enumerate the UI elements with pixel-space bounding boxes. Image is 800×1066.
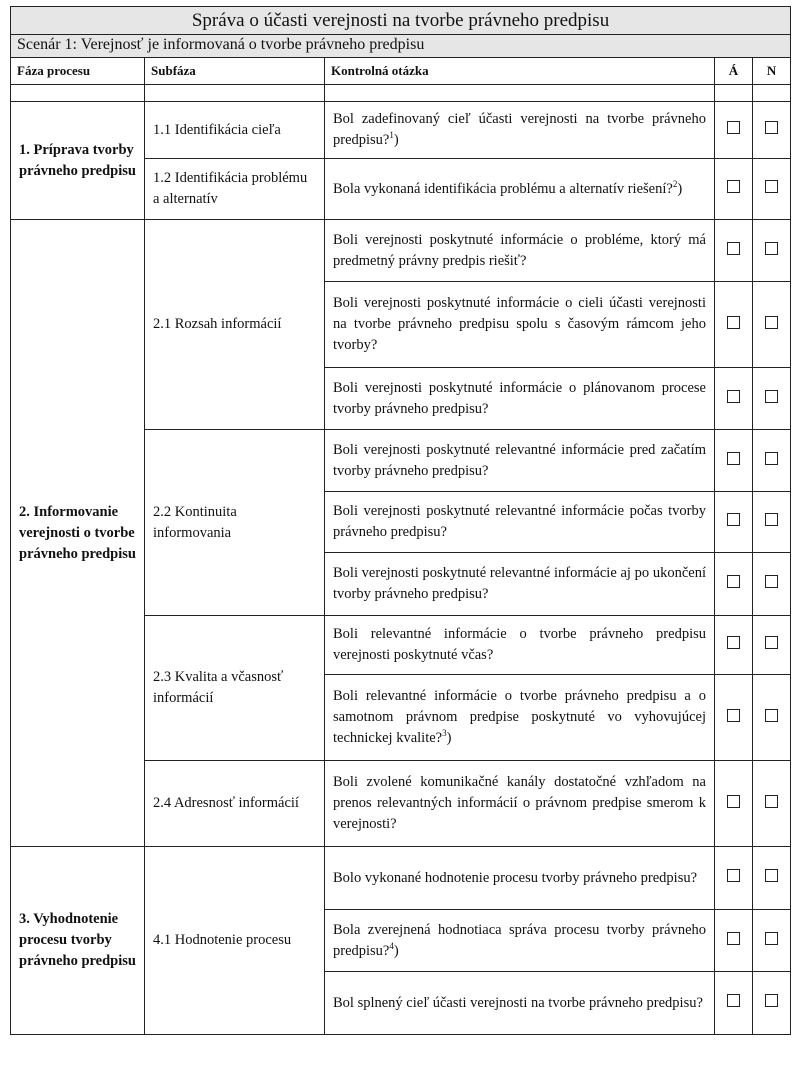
question-8: Boli verejnosti poskytnuté relevantné informácie aj po ukončení tvorby právneho predpisu? [325, 553, 715, 616]
question-text: Bola vykonaná identifikácia problému a alternatív riešení? [333, 180, 673, 197]
answer-yes-cell [715, 675, 753, 761]
answer-no-cell [753, 220, 791, 282]
answer-yes-cell [715, 102, 753, 159]
footnote-paren: ) [393, 132, 399, 148]
yes-checkbox[interactable] [727, 121, 740, 134]
answer-no-cell [753, 430, 791, 492]
answer-yes-cell [715, 553, 753, 616]
answer-yes-cell [715, 616, 753, 675]
spacer-cell [11, 85, 145, 102]
yes-checkbox[interactable] [727, 316, 740, 329]
no-checkbox[interactable] [765, 869, 778, 882]
subphase-4-1: 4.1 Hodnotenie procesu [145, 847, 325, 1035]
answer-yes-cell [715, 972, 753, 1035]
no-checkbox[interactable] [765, 795, 778, 808]
spacer-cell [145, 85, 325, 102]
footnote-mark: 1 [389, 130, 394, 141]
question-12: Bolo vykonané hodnotenie procesu tvorby právneho predpisu? [325, 847, 715, 910]
footnote-paren: ) [446, 730, 452, 746]
no-checkbox[interactable] [765, 636, 778, 649]
answer-no-cell [753, 675, 791, 761]
no-checkbox[interactable] [765, 180, 778, 193]
no-checkbox[interactable] [765, 932, 778, 945]
phase-1: 1. Príprava tvorby právneho predpisu [11, 102, 145, 220]
footnote-mark: 4 [389, 940, 394, 951]
question-text: Boli relevantné informácie o tvorbe právneho predpisu a o samotnom právnom predpise poskytnuté vo vyhovujúcej technickej kvalite? [333, 688, 706, 746]
answer-yes-cell [715, 368, 753, 430]
yes-checkbox[interactable] [727, 180, 740, 193]
yes-checkbox[interactable] [727, 932, 740, 945]
spacer-cell [325, 85, 715, 102]
no-checkbox[interactable] [765, 452, 778, 465]
answer-yes-cell [715, 847, 753, 910]
yes-checkbox[interactable] [727, 575, 740, 588]
answer-yes-cell [715, 430, 753, 492]
yes-checkbox[interactable] [727, 994, 740, 1007]
yes-checkbox[interactable] [727, 390, 740, 403]
answer-no-cell [753, 972, 791, 1035]
question-13 [325, 910, 715, 972]
spacer-cell [715, 85, 753, 102]
question-11: Boli zvolené komunikačné kanály dostatočné vzhľadom na prenos relevantných informácií o právnom predpise smerom k verejnosti? [325, 761, 715, 847]
answer-no-cell [753, 616, 791, 675]
header-yes: Á [715, 58, 753, 85]
phase-2: 2. Informovanie verejnosti o tvorbe právneho predpisu [11, 220, 145, 847]
footnote-mark: 2 [672, 178, 678, 189]
question-2 [325, 159, 715, 220]
subphase-1-1: 1.1 Identifikácia cieľa [145, 102, 325, 159]
checklist-table [10, 6, 791, 1035]
report-title: Správa o účasti verejnosti na tvorbe právneho predpisu [11, 7, 791, 35]
question-3: Boli verejnosti poskytnuté informácie o probléme, ktorý má predmetný právny predpis riešiť? [325, 220, 715, 282]
yes-checkbox[interactable] [727, 452, 740, 465]
report-sheet [10, 6, 790, 1035]
no-checkbox[interactable] [765, 121, 778, 134]
spacer-cell [753, 85, 791, 102]
no-checkbox[interactable] [765, 575, 778, 588]
header-phase: Fáza procesu [11, 58, 145, 85]
answer-yes-cell [715, 159, 753, 220]
yes-checkbox[interactable] [727, 795, 740, 808]
answer-no-cell [753, 492, 791, 553]
answer-no-cell [753, 282, 791, 368]
yes-checkbox[interactable] [727, 242, 740, 255]
footnote-mark: 3 [442, 728, 447, 739]
answer-yes-cell [715, 761, 753, 847]
answer-no-cell [753, 102, 791, 159]
question-text: Bol zadefinovaný cieľ účasti verejnosti na tvorbe právneho predpisu? [333, 111, 706, 148]
answer-yes-cell [715, 282, 753, 368]
no-checkbox[interactable] [765, 242, 778, 255]
yes-checkbox[interactable] [727, 513, 740, 526]
no-checkbox[interactable] [765, 390, 778, 403]
yes-checkbox[interactable] [727, 869, 740, 882]
header-subphase: Subfáza [145, 58, 325, 85]
header-question: Kontrolná otázka [325, 58, 715, 85]
no-checkbox[interactable] [765, 513, 778, 526]
question-7: Boli verejnosti poskytnuté relevantné informácie počas tvorby právneho predpisu? [325, 492, 715, 553]
answer-no-cell [753, 553, 791, 616]
header-no: N [753, 58, 791, 85]
answer-no-cell [753, 910, 791, 972]
no-checkbox[interactable] [765, 994, 778, 1007]
answer-yes-cell [715, 910, 753, 972]
question-1 [325, 102, 715, 159]
question-14: Bol splnený cieľ účasti verejnosti na tvorbe právneho predpisu? [325, 972, 715, 1035]
yes-checkbox[interactable] [727, 636, 740, 649]
footnote-paren: ) [677, 180, 683, 197]
subphase-2-4: 2.4 Adresnosť informácií [145, 761, 325, 847]
answer-yes-cell [715, 492, 753, 553]
question-9: Boli relevantné informácie o tvorbe právneho predpisu verejnosti poskytnuté včas? [325, 616, 715, 675]
no-checkbox[interactable] [765, 709, 778, 722]
subphase-2-3: 2.3 Kvalita a včasnosť informácií [145, 616, 325, 761]
answer-no-cell [753, 159, 791, 220]
question-4: Boli verejnosti poskytnuté informácie o cieli účasti verejnosti na tvorbe právneho predpisu spolu s časovým rámcom jeho tvorby? [325, 282, 715, 368]
question-5: Boli verejnosti poskytnuté informácie o plánovanom procese tvorby právneho predpisu? [325, 368, 715, 430]
scenario-label: Scenár 1: Verejnosť je informovaná o tvorbe právneho predpisu [11, 35, 791, 58]
no-checkbox[interactable] [765, 316, 778, 329]
subphase-2-2: 2.2 Kontinuita informovania [145, 430, 325, 616]
question-10 [325, 675, 715, 761]
question-6: Boli verejnosti poskytnuté relevantné informácie pred začatím tvorby právneho predpisu? [325, 430, 715, 492]
subphase-1-2: 1.2 Identifikácia problému a alternatív [145, 159, 325, 220]
yes-checkbox[interactable] [727, 709, 740, 722]
phase-3: 3. Vyhodnotenie procesu tvorby právneho predpisu [11, 847, 145, 1035]
question-text: Bola zverejnená hodnotiaca správa procesu tvorby právneho predpisu? [333, 921, 706, 959]
answer-yes-cell [715, 220, 753, 282]
footnote-paren: ) [393, 942, 399, 959]
answer-no-cell [753, 761, 791, 847]
subphase-2-1: 2.1 Rozsah informácií [145, 220, 325, 430]
answer-no-cell [753, 847, 791, 910]
answer-no-cell [753, 368, 791, 430]
